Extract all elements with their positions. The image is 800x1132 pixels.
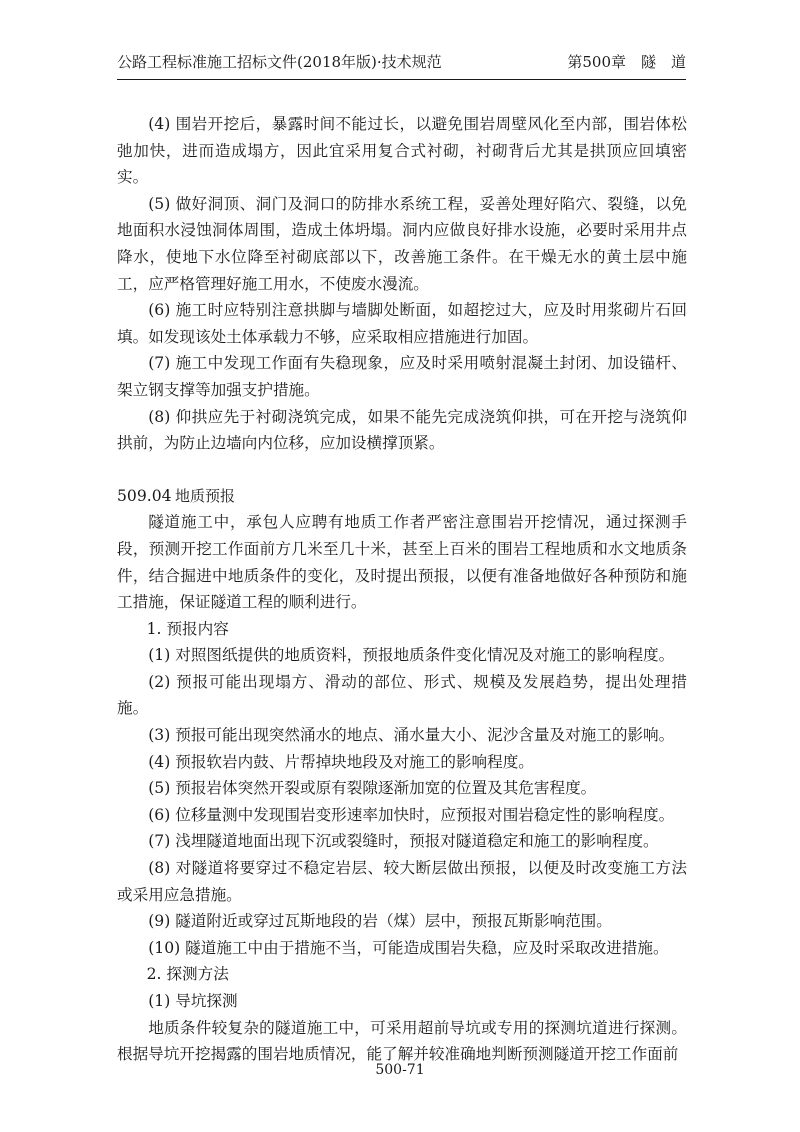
section-heading [117,483,687,510]
page-body [117,111,687,1068]
paragraph: (6) 施工时应特别注意拱脚与墙脚处断面，如超挖过大，应及时用浆砌片石回填。如发现该处土体承载力不够，应采取相应措施进行加固。 [117,301,687,346]
header-divider [117,79,686,80]
subsection-title: 1. 预报内容 [146,619,229,638]
paragraph: (4) 围岩开挖后，暴露时间不能过长，以避免围岩周壁风化至内部，围岩体松弛加快，进而造成塌方，因此宜采用复合式衬砌，衬砌背后尤其是拱顶应回填密实。 [117,115,687,187]
list-item: (4) 预报软岩内鼓、片帮掉块地段及对施工的影响程度。 [148,752,534,771]
page-header [117,52,686,76]
list-item: (6) 位移量测中发现围岩变形速率加快时，应预报对围岩稳定性的影响程度。 [148,805,675,824]
list-item: (5) 预报岩体突然开裂或原有裂隙逐渐加宽的位置及其危害程度。 [148,779,597,798]
list-item: (7) 浅埋隧道地面出现下沉或裂缝时，预报对隧道稳定和施工的影响程度。 [148,832,659,851]
paragraph: 地质条件较复杂的隧道施工中，可采用超前导坑或专用的探测坑道进行探测。根据导坑开挖揭露的围岩地质情况，能了解并较准确地判断预测隧道开挖工作面前 [117,1018,687,1064]
list-item: (2) 预报可能出现塌方、滑动的部位、形式、规模及发展趋势，提出处理措施。 [117,672,687,718]
paragraph: (7) 施工中发现工作面有失稳现象，应及时采用喷射混凝土封闭、加设锚杆、架立钢支撑等加强支护措施。 [117,354,687,399]
list-item: (9) 隧道附近或穿过瓦斯地段的岩（煤）层中，预报瓦斯影响范围。 [148,912,612,931]
chapter-title: 第500章 隧 道 [567,53,686,71]
page-number: 500-71 [375,1062,425,1078]
list-item-title: (1) 导坑探测 [148,992,238,1010]
subsection-title: 2. 探测方法 [146,965,229,984]
list-item: (8) 对隧道将要穿过不稳定岩层、较大断层做出预报，以便及时改变施工方法或采用应急措施。 [117,859,687,904]
list-item: (10) 隧道施工中由于措施不当，可能造成围岩失稳，应及时采取改进措施。 [148,938,669,957]
list-item: (3) 预报可能出现突然涌水的地点、涌水量大小、泥沙含量及对施工的影响。 [148,726,675,745]
section-title: 地质预报 [175,486,236,505]
section-intro: 隧道施工中，承包人应聘有地质工作者严密注意围岩开挖情况，通过探测手段，预测开挖工作面前方几米至几十米，甚至上百米的围岩工程地质和水文地质条件，结合掘进中地质条件的变化，及时提出预报，以便有准备地做好各种预防和施工措施，保证隧道工程的顺利进行。 [117,513,687,612]
section-spacer [117,457,687,483]
section-number: 509.04 [117,486,172,505]
document-title: 公路工程标准施工招标文件(2018年版)·技术规范 [117,53,442,71]
paragraph: (5) 做好洞顶、洞门及洞口的防排水系统工程，妥善处理好陷穴、裂缝，以免地面积水浸蚀洞体周围，造成土体坍塌。洞内应做良好排水设施，必要时采用井点降水，使地下水位降至衬砌底部以下，改善施工条件。在干燥无水的黄土层中施工，应严格管理好施工用水，不使废水漫流。 [117,194,687,293]
paragraph: (8) 仰拱应先于衬砌浇筑完成，如果不能先完成浇筑仰拱，可在开挖与浇筑仰拱前，为防止边墙向内位移，应加设横撑顶紧。 [117,407,687,453]
list-item: (1) 对照图纸提供的地质资料，预报地质条件变化情况及对施工的影响程度。 [148,646,675,665]
